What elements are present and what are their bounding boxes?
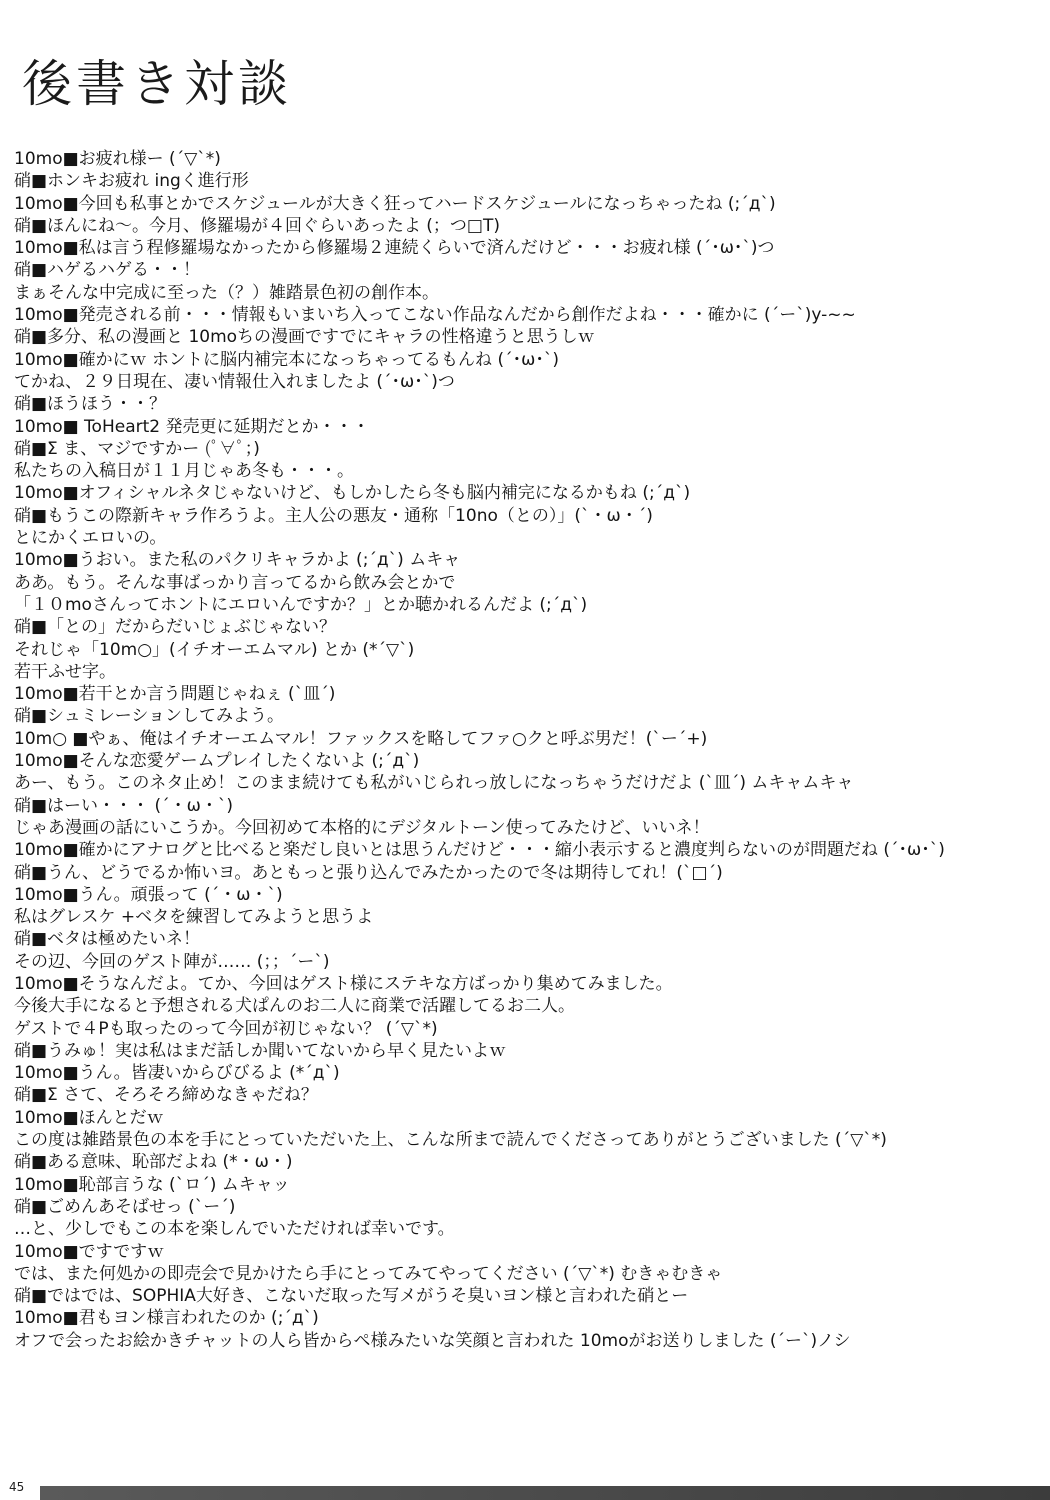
dialogue-line: 10mo■お疲れ様ー (´▽`*) [14,149,221,169]
dialogue-line: 10mo■確かにｗ ホントに脳内補完本になっちゃってるもんね (´･ω･`) [14,349,559,370]
dialogue-line: 10mo■君もヨン様言われたのか (;´д`) [14,1308,319,1329]
dialogue-line: 10mo■うん。頑張って (´・ω・`) [14,884,283,905]
dialogue-line: あー、もう。このネタ止め！このまま続けても私がいじられっ放しになっちゃうだけだよ (`皿´) ムキャムキャ [14,773,854,794]
dialogue-line: 硝■Σ さて、そろそろ締めなきゃだね？ [14,1085,318,1106]
dialogue-line: 硝■Σ ま、マジですかー (ﾟ∀ﾟ；) [14,438,260,459]
dialogue-line: 10mo■ですですｗ [14,1241,165,1262]
dialogue-line: 10mo■ ToHeart2 発売更に延期だとか・・・ [14,416,370,437]
footer-bar [0,1486,1050,1500]
dialogue-line: …と、少しでもこの本を楽しんでいただければ幸いです。 [14,1219,455,1240]
dialogue-list [14,148,1048,1352]
dialogue-line: その辺、今回のゲスト陣が…… (；；´ー`) [14,951,330,972]
dialogue-line: 硝■ほうほう・・？ [14,394,167,415]
dialogue-line: では、また何処かの即売会で見かけたら手にとってみてやってください (´▽`*) むきゃむきゃ [14,1263,723,1284]
dialogue-line: 10mo■そんな恋愛ゲームプレイしたくないよ (;´д`) [14,751,420,772]
dialogue-line: 10mo■今回も私事とかでスケジュールが大きく狂ってハードスケジュールになっちゃったね (;´д`) [14,193,776,214]
dialogue-line: ああ。もう。そんな事ばっかり言ってるから飲み会とかで [14,572,456,593]
dialogue-line: 硝■ではでは、SOPHIA大好き、こないだ取った写メがうそ臭いヨン様と言われた硝とー [14,1286,689,1307]
dialogue-line: 10mo■うん。皆凄いからびびるよ (*´д`) [14,1063,340,1084]
dialogue-line: 硝■ごめんあそばせっ (`ー´) [14,1196,236,1217]
dialogue-line: 10mo■そうなんだよ。てか、今回はゲスト様にステキな方ばっかり集めてみました。 [14,973,673,994]
page-number: 45 [6,1480,27,1494]
dialogue-line: 私はグレスケ +ベタを練習してみようと思うよ [14,907,374,928]
dialogue-line: 10mo■恥部言うな (`ロ´) ムキャッ [14,1174,290,1195]
dialogue-line: 私たちの入稿日が１１月じゃあ冬も・・・。 [14,461,354,482]
dialogue-line: まぁそんな中完成に至った（？）雑踏景色初の創作本。 [14,282,439,303]
dialogue-line: 10m○ ■やぁ、俺はイチオーエムマル！ファックスを略してファ○クと呼ぶ男だ！(`ー´+) [14,728,708,749]
dialogue-line: 硝■はーい・・・ (´・ω・`) [14,795,233,816]
dialogue-line: とにかくエロいの。 [14,528,167,549]
dialogue-line: ゲストで４Pも取ったのって今回が初じゃない？ (´▽`*) [14,1018,438,1039]
dialogue-line: それじゃ「10m○」(イチオーエムマル) とか (*´▽`) [14,639,415,660]
dialogue-line: 10mo■発売される前・・・情報もいまいち入ってこない作品なんだから創作だよね・・・確かに (´ー`)y-~~ [14,305,856,326]
dialogue-line: 若干ふせ字。 [14,661,116,682]
dialogue-line: 10mo■オフィシャルネタじゃないけど、もしかしたら冬も脳内補完になるかもね (;´д`) [14,483,691,504]
dialogue-line: 10mo■ほんとだｗ [14,1107,164,1128]
dialogue-line: 硝■ハゲるハゲる・・！ [14,260,201,281]
dialogue-line: 「１０moさんってホントにエロいんですか？」とか聴かれるんだよ (;´д`) [14,594,588,615]
dialogue-line: 10mo■若干とか言う問題じゃねぇ (`皿´) [14,684,336,705]
dialogue-line: 硝■ベタは極めたいネ！ [14,929,201,950]
dialogue-line: てかね、２９日現在、凄い情報仕入れましたよ (´･ω･`)つ [14,371,455,392]
page-title: 後書き対談 [22,54,292,113]
dialogue-line: 硝■多分、私の漫画と 10moちの漫画ですでにキャラの性格違うと思うしｗ [14,327,595,348]
dialogue-line: 硝■ある意味、恥部だよね (*・ω・) [14,1152,293,1173]
dialogue-line: 10mo■確かにアナログと比べると楽だし良いとは思うんだけど・・・縮小表示すると濃度判らないのが問題だね (´･ω･`) [14,840,945,861]
dialogue-line: 硝■シュミレーションしてみよう。 [14,706,285,727]
dialogue-line: 硝■うみゅ！実は私はまだ話しか聞いてないから早く見たいよｗ [14,1040,507,1061]
dialogue-line: 10mo■私は言う程修羅場なかったから修羅場２連続くらいで済んだけど・・・お疲れ様 (´･ω･`)つ [14,238,775,259]
dialogue-line: 硝■もうこの際新キャラ作ろうよ。主人公の悪友・通称「10no（との）」(`・ω・´) [14,505,653,526]
dialogue-line: 硝■うん、どうでるか怖いヨ。あともっと張り込んでみたかったので冬は期待してれ！(`□´) [14,862,723,883]
dialogue-line: この度は雑踏景色の本を手にとっていただいた上、こんな所まで読んでくださってありがとうございました (´▽`*) [14,1130,887,1151]
dialogue-line: 硝■「との」だからだいじょぶじゃない？ [14,617,337,638]
dialogue-line: オフで会ったお絵かきチャットの人ら皆からペ様みたいな笑顔と言われた 10moがお送りしました (´ー`)ノシ [14,1330,851,1351]
dialogue-line: 硝■ほんにね～。今月、修羅場が４回ぐらいあったよ (；つ□T) [14,215,501,236]
dialogue-line: じゃあ漫画の話にいこうか。今回初めて本格的にデジタルトーン使ってみたけど、いいネ！ [14,817,710,838]
dialogue-line: 硝■ホンキお疲れ ingく進行形 [14,171,249,192]
dialogue-line: 10mo■うおい。また私のパクリキャラかよ (;´д`) ムキャ [14,550,461,571]
dialogue-line: 今後大手になると予想される犬ぱんのお二人に商業で活躍してるお二人。 [14,996,575,1017]
